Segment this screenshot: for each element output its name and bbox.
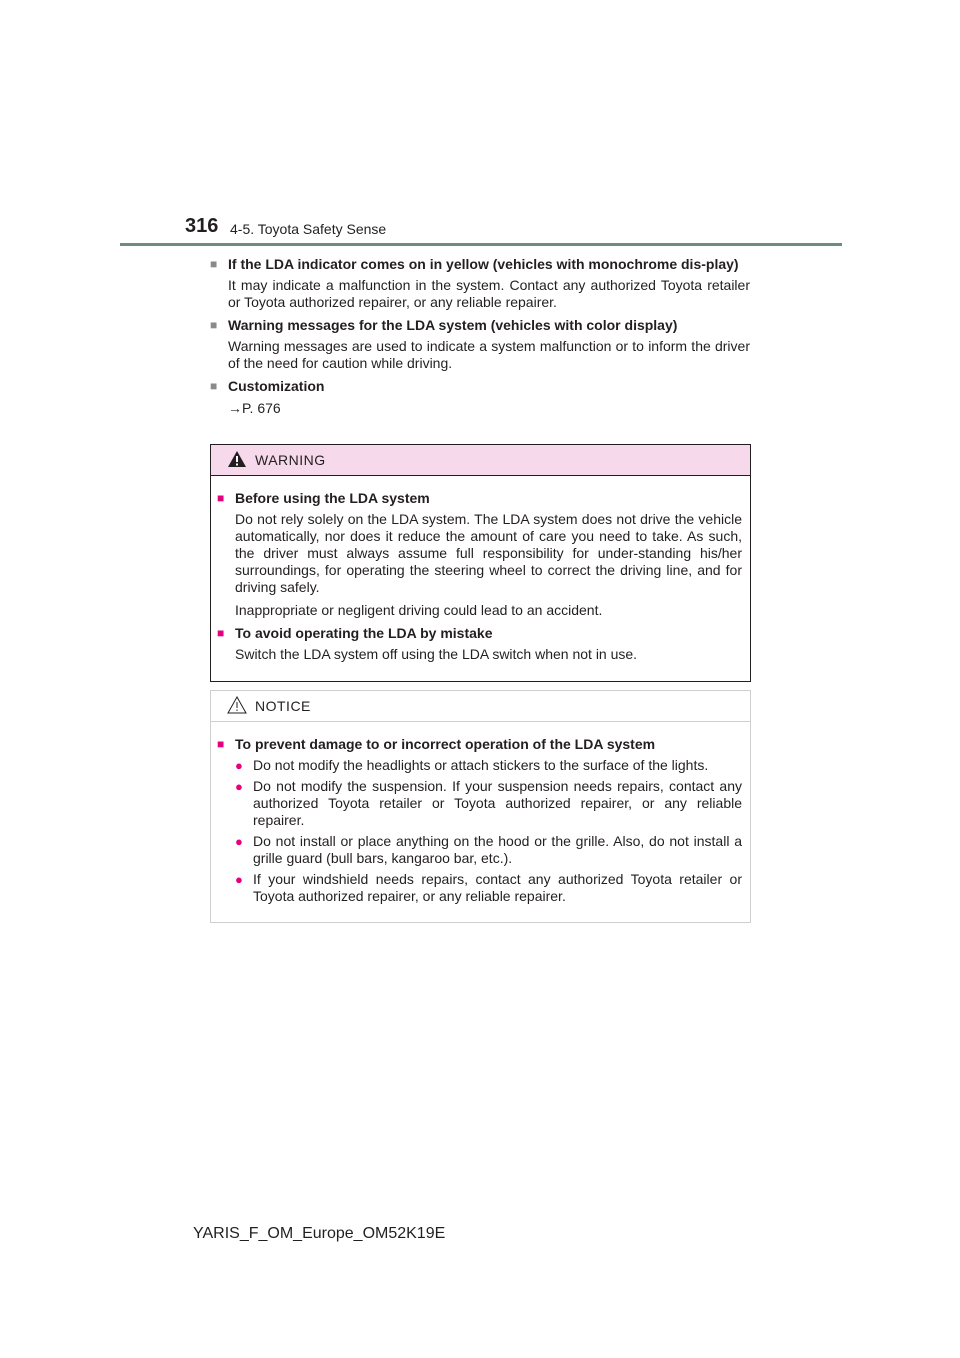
circle-bullet-icon: ● (235, 834, 243, 849)
info-item (210, 378, 750, 417)
item-body: Warning messages are used to indicate a system malfunction or to inform the driver of the need for caution while driving. (228, 338, 750, 371)
list-item: ● Do not modify the headlights or attach stickers to the surface of the lights. (217, 757, 742, 774)
warning-box (210, 444, 751, 682)
page-reference-link[interactable]: →P. 676 (228, 400, 281, 416)
circle-bullet-icon: ● (235, 779, 243, 794)
warning-section-body: Switch the LDA system off using the LDA switch when not in use. (235, 646, 638, 662)
circle-bullet-icon: ● (235, 758, 243, 773)
section-title: 4-5. Toyota Safety Sense (230, 221, 387, 237)
square-icon: ■ (210, 257, 218, 271)
page-number: 316 (185, 215, 219, 237)
notice-box (210, 690, 751, 923)
warning-section-body: Inappropriate or negligent driving could lead to an accident. (235, 602, 603, 618)
notice-label: NOTICE (255, 698, 311, 714)
item-title: Warning messages for the LDA system (vehicles with color display) (228, 317, 678, 333)
list-item: ● Do not modify the suspension. If your suspension needs repairs, contact any authorized Toyota retailer or Toyota authorized repairer, or any reliable repairer. (217, 778, 742, 829)
main-content (210, 256, 750, 423)
notice-triangle-icon (227, 696, 247, 714)
square-icon: ■ (217, 491, 225, 505)
warning-header (211, 445, 750, 476)
square-icon: ■ (210, 318, 218, 332)
header-rule (120, 243, 842, 246)
notice-body (211, 722, 750, 905)
item-body: It may indicate a malfunction in the system. Contact any authorized Toyota retailer or Toyota authorized repairer, or any reliable repairer. (228, 277, 750, 310)
list-item: ● Do not install or place anything on the hood or the grille. Also, do not install a grille guard (bull bars, kangaroo bar, etc.). (217, 833, 742, 867)
square-icon: ■ (217, 737, 225, 751)
warning-label: WARNING (255, 452, 326, 468)
warning-section-body: Do not rely solely on the LDA system. The LDA system does not drive the vehicle automatically, nor does it reduce the amount of care you need to take. As such, the driver must always assume full responsibility for under-standing his/her surroundings, for operating the steering wheel to correct the driving line, and for driving safely. (235, 511, 742, 595)
notice-header (211, 691, 750, 722)
warning-triangle-icon (227, 450, 247, 468)
circle-bullet-icon: ● (235, 872, 243, 887)
warning-section-title: Before using the LDA system (235, 490, 430, 506)
info-item (210, 256, 750, 311)
notice-title: To prevent damage to or incorrect operation of the LDA system (235, 736, 656, 752)
square-icon: ■ (217, 626, 225, 640)
document-footer: YARIS_F_OM_Europe_OM52K19E (193, 1225, 446, 1242)
list-item: ● If your windshield needs repairs, contact any authorized Toyota retailer or Toyota authorized repairer, or any reliable repairer. (217, 871, 742, 905)
item-title: Customization (228, 378, 325, 394)
info-item (210, 317, 750, 372)
item-title: If the LDA indicator comes on in yellow (vehicles with monochrome dis-play) (228, 256, 739, 272)
warning-body (211, 476, 750, 663)
square-icon: ■ (210, 379, 218, 393)
warning-section-title: To avoid operating the LDA by mistake (235, 625, 493, 641)
